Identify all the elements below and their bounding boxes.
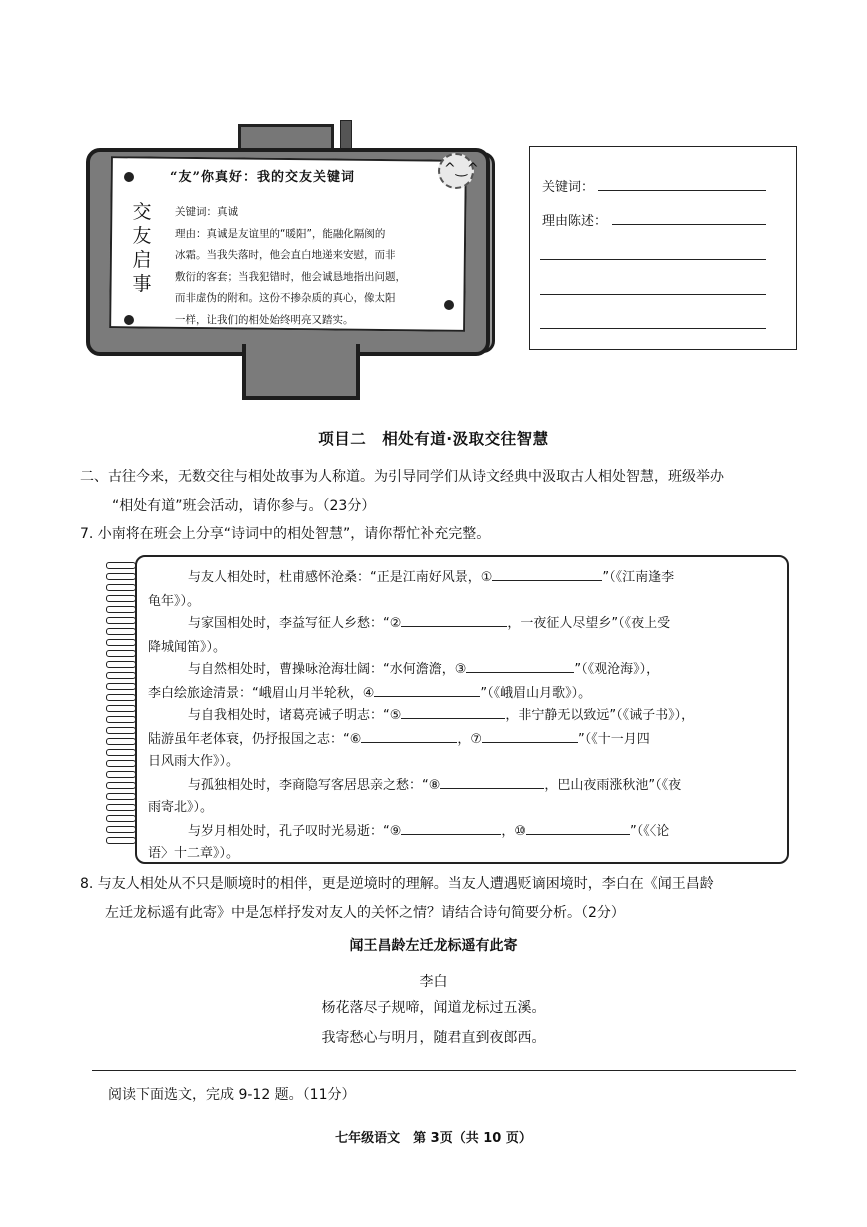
poem-fill-row: 与孤独相处时，李商隐写客居思亲之愁：“⑧ ，巴山夜雨涨秋池”（《夜: [188, 774, 681, 793]
sign-line: 敷衍的客套；当我犯错时，他会诚恳地指出问题，: [175, 270, 406, 283]
sign-title: “友”你真好：我的交友关键词: [170, 170, 355, 185]
poem-title: 闻王昌龄左迁龙标遥有此寄: [349, 938, 518, 954]
answer-blank-5[interactable]: [401, 704, 505, 719]
sign-line: 关键词：真诚: [175, 206, 238, 218]
answer-blank-1[interactable]: [492, 566, 602, 581]
poem-fill-row: 日风雨大作》）。: [148, 754, 240, 769]
keyword-label: 关键词：: [542, 180, 595, 195]
poem-fill-row: 降城闻笛》）。: [148, 640, 227, 655]
keyword-answer-line[interactable]: [598, 190, 766, 191]
poem-fill-row: 与自我相处时，诸葛亮诫子明志：“⑤ ，非宁静无以致远”（《诫子书》），: [188, 704, 694, 723]
section-divider: [92, 1070, 796, 1071]
sign-line: 一样，让我们的相处始终明亮又踏实。: [175, 313, 354, 326]
answer-blank-3[interactable]: [466, 658, 574, 673]
poem-fill-row: 与自然相处时，曹操咏沧海壮阔：“水何澹澹，③ ”（《观沧海》），: [188, 658, 659, 677]
pin-icon: [124, 172, 134, 182]
notebook-spiral: [106, 562, 140, 854]
poem-fill-row: 陆游虽年老体衰，仍抒报国之志：“⑥ ，⑦ ”（《十一月四: [148, 728, 650, 747]
poem-line: 杨花落尽子规啼，闻道龙标过五溪。: [321, 1000, 546, 1016]
answer-blank-8[interactable]: [440, 774, 544, 789]
sign-line: 理由：真诚是友谊里的“暖阳”，能融化隔阂的: [175, 227, 386, 240]
reason-answer-line[interactable]: [540, 294, 766, 295]
poem-fill-row: 雨寄北》）。: [148, 800, 214, 815]
poem-line: 我寄愁心与明月，随君直到夜郎西。: [321, 1030, 546, 1046]
reading-instruction: 阅读下面选文，完成 9-12 题。（11分）: [108, 1087, 356, 1103]
pin-icon: [124, 315, 134, 325]
section-intro: 二、古往今来，无数交往与相处故事为人称道。为引导同学们从诗文经典中汲取古人相处智慧，班级举办 “相处有道”班会活动，请你参与。（23分）: [80, 469, 724, 514]
answer-blank-6[interactable]: [361, 728, 457, 743]
sign-stem: [242, 344, 360, 400]
answer-blank-7[interactable]: [482, 728, 578, 743]
poem-author: 李白: [419, 974, 448, 990]
question-7: 7. 小南将在班会上分享“诗词中的相处智慧”，请你帮忙补充完整。: [80, 526, 491, 542]
sign-vertical-label: 交 友 启 事: [132, 201, 152, 295]
reason-answer-line[interactable]: [540, 328, 766, 329]
sign-line: 冰霜。当我失落时，他会直白地递来安慰，而非: [175, 249, 396, 261]
answer-blank-2[interactable]: [401, 612, 507, 627]
sun-face: ^‿^: [444, 161, 479, 177]
poem-fill-row: 与家国相处时，李益写征人乡愁：“② ，一夜征人尽望乡”（《夜上受: [188, 612, 670, 631]
question-8: 8. 与友人相处从不只是顺境时的相伴，更是逆境时的理解。当友人遭遇贬谪困境时，李白在《闻王昌龄 左迁龙标遥有此寄》中是怎样抒发对友人的关怀之情？请结合诗句简要分析。（2分）: [80, 876, 714, 921]
answer-blank-9[interactable]: [401, 820, 501, 835]
answer-blank-4[interactable]: [374, 682, 480, 697]
reason-label: 理由陈述：: [542, 214, 608, 229]
project-title: 项目二 相处有道·汲取交往智慧: [318, 430, 549, 448]
sign-line: 而非虚伪的附和。这份不掺杂质的真心，像太阳: [175, 292, 396, 304]
sign-body: [175, 202, 455, 331]
poem-fill-row: 与岁月相处时，孔子叹时光易逝：“⑨ ，⑩ ”（《〈论: [188, 820, 669, 839]
poem-fill-row: 龟年》）。: [148, 594, 201, 609]
page-footer: 七年级语文 第 3页（共 10 页）: [335, 1131, 532, 1146]
reason-answer-line[interactable]: [540, 259, 766, 260]
answer-blank-10[interactable]: [526, 820, 630, 835]
poem-fill-row: 语〉十二章》）。: [148, 846, 240, 861]
poem-fill-row: 李白绘旅途清景：“峨眉山月半轮秋，④ ”（《峨眉山月歌》）。: [148, 682, 591, 701]
reason-answer-line[interactable]: [612, 224, 766, 225]
poem-fill-row: 与友人相处时，杜甫感怀沧桑：“正是江南好风景，① ”（《江南逢李: [188, 566, 674, 585]
